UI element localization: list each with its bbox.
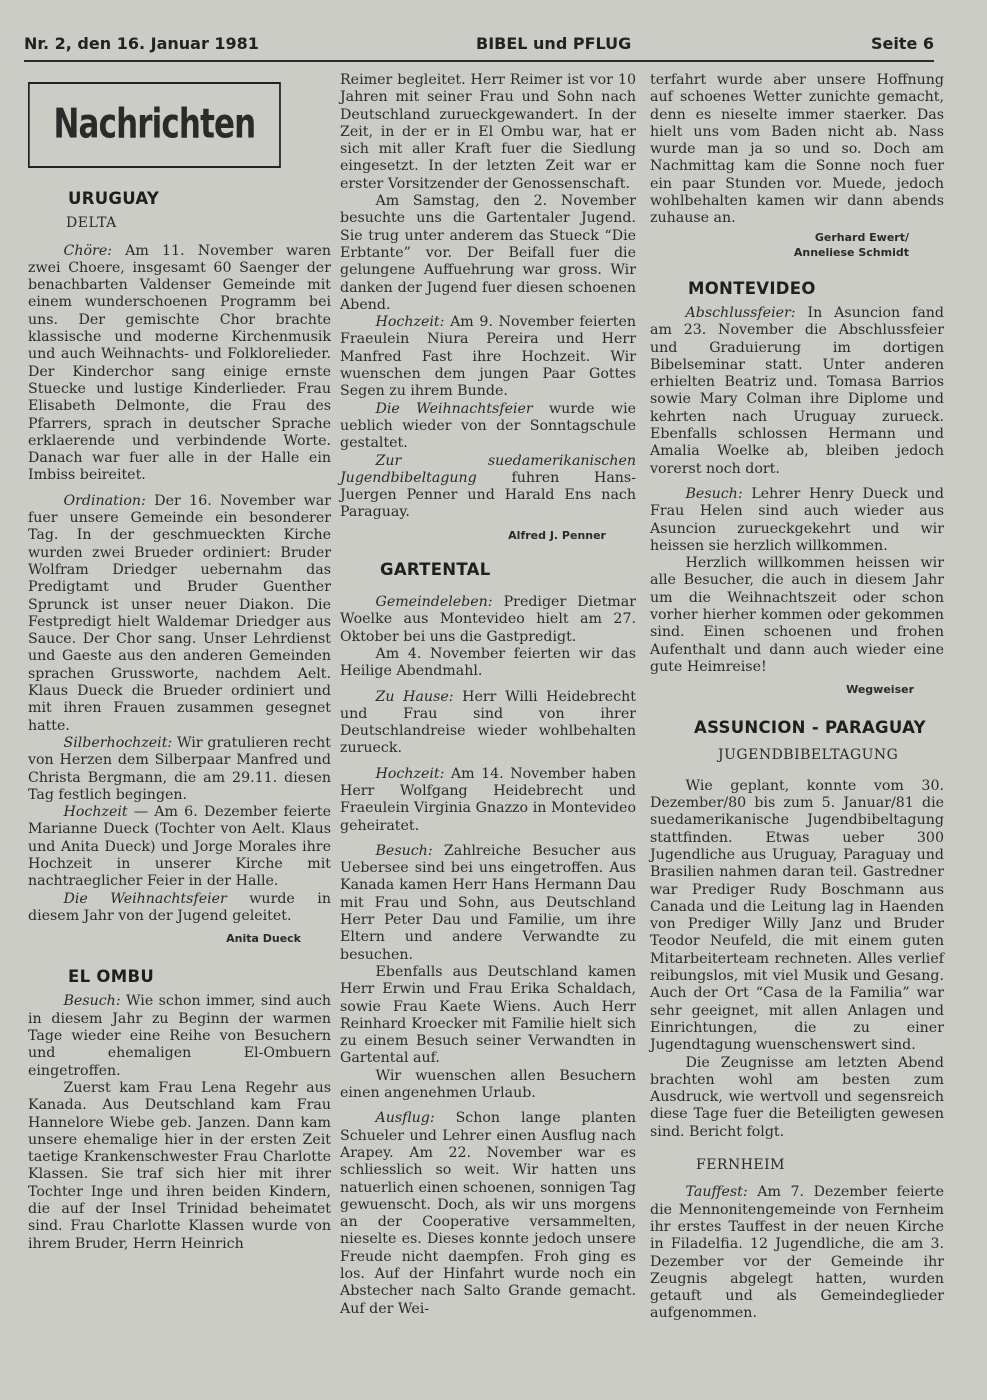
masthead — [24, 30, 934, 62]
paragraph-label: Die Weihnachtsfeier — [375, 400, 533, 417]
author-signature: Gerhard Ewert/ — [814, 230, 909, 244]
paragraph — [340, 401, 636, 453]
paragraph-label: Besuch: — [63, 993, 121, 1010]
publication-title: BIBEL und PFLUG — [476, 34, 632, 53]
paragraph-text: Am 14. November haben Herr Wolfgang Heidebrecht und Fraeulein Virginia Gnazzo in Montevideo geheiratet. — [340, 765, 636, 834]
paragraph — [340, 689, 636, 758]
paragraph: Die Zeugnisse am letzten Abend brachten wohl am besten zum Ausdruck, wie wertvoll und segensreich diese Tage fuer die Beteiligten gewesen sind. Bericht folgt. — [650, 1054, 944, 1140]
column-3 — [650, 72, 944, 1323]
paragraph: Am 4. November feierten wir das Heilige Abendmahl. — [340, 645, 636, 680]
paragraph — [28, 243, 331, 485]
author-signature: Anita Dueck — [226, 932, 301, 946]
paragraph: terfahrt wurde aber unsere Hoffnung auf schoenes Wetter zunichte gemacht, denn es nieselte immer staerker. Das hielt uns vom Baden nicht ab. Nass wurde man ja so und so. Doch am Nachmittag kam die Sonne noch fuer ein paar Stunden vor. Muede, jedoch wohlbehalten kamen wir dann abends zuhause an. — [650, 72, 944, 227]
paragraph — [28, 493, 331, 735]
paragraph-text: Am 11. November waren zwei Choere, insgesamt 60 Saenger der benachbarten Valdenser Gemeinde mit einem wunderschoenen Programm bei uns. Der gemischte Chor brachte klassische und moderne Kirchenmusik und auch Weihnachts- und Folklorelieder. Der Kinderchor sang einige ernste Stuecke und lustige Kinderlieder. Frau Elisabeth Delmonte, die Frau des Pfarrers, sprach in deutscher Sprache erklaerende und verbindende Worte. Danach war fuer alle in der Halle ein Imbiss beireitet. — [28, 242, 331, 484]
paragraph-text: fuhren Hans- Juergen Penner und Harald Ens nach Paraguay. — [340, 469, 636, 521]
paragraph-text: Der 16. November war fuer unsere Gemeinde ein besonderer Tag. In der geschmueckten Kirche wurden zwei Brueder ordiniert: Bruder Wolfram Driedger uebernahm das Predigtamt und Bruder Guenther Sprunck ist unser neuer Diakon. Die Festpredigt hielt Waldemar Driedger aus Sauce. Der Chor sang. Unser Lehrdienst und Gaeste aus den anderen Gemeinden sprachen Grussworte, nachdem Aelt. Klaus Dueck die Brueder ordiniert und mit ihren Frauen zusammen gesegnet hatte. — [28, 492, 331, 734]
paragraph-label: Chöre: — [63, 242, 112, 259]
paragraph-text: Prediger Dietmar Woelke aus Montevideo hielt am 27. Oktober bei uns die Gastpredigt. — [340, 594, 636, 645]
column-2 — [340, 72, 636, 1318]
section-banner — [28, 82, 281, 168]
paragraph-text: Wir gratulieren recht von Herzen dem Silberpaar Manfred und Christa Bergmann, die am 29.11. diesen Tag festlich begingen. — [28, 734, 331, 803]
heading-gartental: GARTENTAL — [380, 559, 491, 579]
section-banner-title: Nachrichten — [53, 101, 256, 149]
paragraph-text: Am 7. Dezember feierte die Mennonitengemeinde von Fernheim ihr erstes Tauffest in der neuen Kirche in Filadelfia. 12 Jugendliche, die am 3. Dezember vor der Gemeinde ihr Zeugnis abgelegt hatten, wurden getauft und als Gemeindeglieder aufgenommen. — [650, 1184, 944, 1322]
paragraph-text: Lehrer Henry Dueck und Frau Helen sind auch wieder aus Asuncion zurueckgekehrt und wir heissen sie herzlich willkommen. — [650, 485, 944, 554]
paragraph-label: Ordination: — [63, 492, 146, 509]
paragraph-text: — Am 6. Dezember feierte Marianne Dueck (Tochter von Aelt. Klaus und Anita Dueck) und Jorge Morales ihre Hochzeit in unserer Kirche mit nachtraeglicher Feier in der Halle. — [28, 804, 331, 890]
author-signature: Alfred J. Penner — [508, 528, 606, 542]
paragraph — [340, 594, 636, 646]
paragraph — [28, 993, 331, 1079]
paragraph-text: Am 9. November feierten Fraeulein Niura Pereira und Herr Manfred Fast ihre Hochzeit. Wir wuenschen dem jungen Paar Gottes Segen zu ihrem Bunde. — [340, 314, 636, 400]
paragraph-text: wurde in diesem Jahr von der Jugend geleitet. — [28, 890, 331, 924]
paragraph-label: Zu Hause: — [375, 688, 454, 705]
paragraph-label: Hochzeit — [63, 804, 128, 821]
paragraph: Herzlich willkommen heissen wir alle Besucher, die auch in diesem Jahr um die Weihnachtszeit oder schon vorher hierher kommen oder gekommen sind. Einen schoenen und frohen Aufenthalt und dann auch wieder eine gute Heimreise! — [650, 555, 944, 675]
paragraph — [28, 735, 331, 804]
paragraph-label: Tauffest: — [685, 1184, 748, 1201]
paragraph-text: Zahlreiche Besucher aus Uebersee sind bei uns eingetroffen. Aus Kanada kamen Herr Hans Hermann Dau mit Frau und Sohn, aus Deutschland Herr Peter Dau und Familie, um ihre Eltern und andere Verwandte zu besuchen. — [340, 842, 636, 963]
paragraph — [650, 486, 944, 555]
paragraph — [650, 1184, 944, 1322]
heading-el-ombu: EL OMBU — [68, 967, 155, 987]
paragraph-label: Ausflug: — [375, 1110, 435, 1127]
paragraph-label: Silberhochzeit: — [63, 734, 173, 751]
paragraph-label: Hochzeit: — [375, 765, 445, 782]
paragraph: Wie geplant, konnte vom 30. Dezember/80 bis zum 5. Januar/81 die suedamerikanische Jugendbibeltagung stattfinden. Etwas ueber 300 Jugendliche aus Uruguay, Paraguay und Brasilien nahmen daran teil. Gastredner war Prediger Rudy Boschmann aus Canada und die Leitung lag in Haenden von Prediger Willy Janz und Bruder Teodor Neufeld, die mit einem guten Mitarbeiterteam rechneten. Alles verlief reibungslos, mit viel Musik und Gesang. Auch der Ort “Casa de la Familia” war sehr geeignet, mit allen Anlagen und Einrichtungen, die zu einer Jugendtagung wuenschenswert sind. — [650, 777, 944, 1054]
paragraph-label: Besuch: — [375, 842, 433, 859]
paragraph-text: Herr Willi Heidebrecht und Frau sind von ihrer Deutschlandreise wieder wohlbehalten zurueck. — [340, 688, 636, 757]
author-signature: Anneliese Schmidt — [793, 245, 909, 259]
paragraph-label: Gemeindeleben: — [375, 594, 493, 611]
column-1 — [28, 72, 331, 1253]
issue-date: Nr. 2, den 16. Januar 1981 — [24, 34, 259, 53]
paragraph — [28, 891, 331, 926]
paragraph — [340, 1110, 636, 1318]
paragraph — [28, 804, 331, 890]
paragraph: Zuerst kam Frau Lena Regehr aus Kanada. Aus Deutschland kam Frau Hannelore Wiebe geb. Janzen. Dann kam unsere ehemalige hier in der ersten Zeit taetige Krankenschwester Frau Charlotte Klassen. Sie traf sich hier mit ihrer Tochter Inge und ihren beiden Kindern, die auf der Insel Trinidad beheimatet sind. Frau Charlotte Klassen wurde von ihrem Bruder, Herrn Heinrich — [28, 1079, 331, 1252]
paragraph — [340, 314, 636, 400]
paragraph: Wir wuenschen allen Besuchern einen angenehmen Urlaub. — [340, 1067, 636, 1102]
paragraph — [650, 305, 944, 478]
paragraph — [340, 766, 636, 835]
paragraph-text: Schon lange planten Schueler und Lehrer einen Ausflug nach Arapey. Am 22. November war es schliesslich so weit. Wir hatten uns natuerlich einen schoenen, sonnigen Tag gewuenscht. Doch, als wir uns morgens an der Cooperative versammelten, nieselte es. Dieses konnte jedoch unsere Freude nicht daempfen. Froh ging es los. Auf der Hinfahrt wurde noch ein Abstecher nach Salto Grande gemacht. Auf der Wei- — [340, 1110, 636, 1317]
heading-montevideo: MONTEVIDEO — [688, 278, 816, 298]
paragraph-text: In Asuncion fand am 23. November die Abschlussfeier und Graduierung im dortigen Bibelseminar statt. Unter anderen erhielten Beatriz und. Tomasa Barrios sowie Mary Colman ihre Diplome und kehrten nach Uruguay zurueck. Ebenfalls schlossen Hermann und Amalia Woelke ab, bleiben jedoch vorerst noch dort. — [650, 304, 944, 477]
heading-asuncion: ASSUNCION - PARAGUAY — [694, 718, 926, 738]
paragraph-label: Abschlussfeier: — [685, 304, 796, 321]
subheading-delta: DELTA — [66, 215, 117, 232]
paragraph-label: Zur suedamerikanischen Jugendbibeltagung — [340, 452, 636, 486]
paragraph-label: Hochzeit: — [375, 314, 445, 331]
paragraph — [340, 453, 636, 522]
paragraph: Ebenfalls aus Deutschland kamen Herr Erwin und Frau Erika Schaldach, sowie Frau Kaete Wiens. Auch Herr Reinhard Kroecker mit Familie hielt sich zu einem Besuch seiner Verwandten in Gartental auf. — [340, 963, 636, 1067]
paragraph-label: Die Weihnachtsfeier — [63, 890, 227, 907]
author-signature: Wegweiser — [846, 683, 914, 697]
paragraph-text: Wie schon immer, sind auch in diesem Jahr zu Beginn der warmen Tage wieder eine Reihe von Besuchern und ehemaligen El-Ombuern eingetroffen. — [28, 993, 331, 1079]
paragraph — [340, 843, 636, 964]
paragraph: Reimer begleitet. Herr Reimer ist vor 10 Jahren mit seiner Frau und Sohn nach Deutschland zurueckgewandert. In der Zeit, in der er in El Ombu war, hat er sich mit aller Kraft fuer die Siedlung eingesetzt. In der letzten Zeit war er erster Vorsitzender der Genossenschaft. — [340, 72, 636, 192]
paragraph-label: Besuch: — [685, 485, 743, 502]
heading-uruguay: URUGUAY — [68, 189, 160, 208]
subheading-fernheim: FERNHEIM — [696, 1157, 786, 1174]
paragraph: Am Samstag, den 2. November besuchte uns die Gartentaler Jugend. Sie trug unter anderem das Stueck “Die Erbtante” vor. Der Beifall fuer die gelungene Auffuehrung war gross. Wir danken der Jugend fuer diesen schoenen Abend. — [340, 193, 636, 313]
paragraph-text: wurde wie ueblich wieder von der Sonntagschule gestaltet. — [340, 400, 637, 452]
subheading-jugendbibeltagung: JUGENDBIBELTAGUNG — [718, 746, 899, 763]
page-number: Seite 6 — [870, 34, 934, 53]
